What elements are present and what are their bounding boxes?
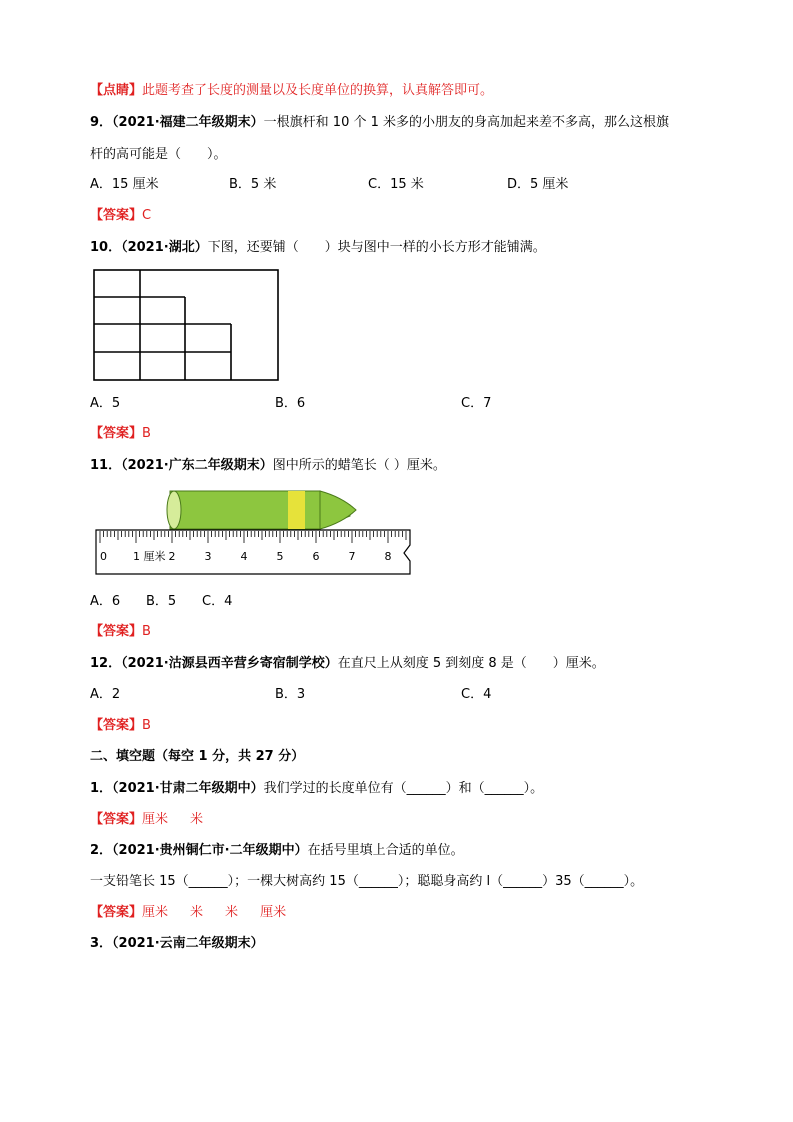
fill-question-3 [90,936,264,952]
q9-answer [90,208,151,224]
question-source: （2021·沽源县西辛营乡寄宿制学校） [121,656,338,671]
question-number: 2． [90,843,113,858]
dianjing-label: 【点睛】 [90,83,143,98]
q9-option-c: C．15 米 [368,177,424,192]
question-source: （2021·广东二年级期末） [121,458,273,473]
ruler-label: 2 [168,550,176,563]
crayon-ruler-figure [92,485,417,580]
q12-option-b: B．3 [275,687,306,702]
answer-label: 【答案】 [90,905,143,920]
crayon-tip [320,491,356,529]
question-source: （2021·湖北） [121,240,208,255]
fill-question-1 [90,781,543,797]
question-text: 下图，还要铺（ ）块与图中一样的小长方形才能铺满。 [207,240,546,255]
question-source: （2021·贵州铜仁市·二年级期中） [112,843,308,858]
question-number: 3． [90,936,113,951]
crayon-band [288,491,305,529]
q12-option-a: A．2 [90,687,121,702]
ruler-label: 4 [240,550,248,563]
question-number: 12． [90,656,122,671]
crayon [167,491,356,529]
section-2-title: 二、填空题（每空 1 分，共 27 分） [90,749,305,764]
ruler-label: 3 [204,550,212,563]
question-9 [90,115,669,131]
answer-value: 米 [190,812,204,827]
question-12 [90,656,605,672]
f1-answer [90,812,203,828]
q10-option-a: A．5 [90,396,121,411]
q10-answer [90,426,151,442]
question-source: （2021·甘肃二年级期中） [112,781,264,796]
q9-option-b: B．5 米 [229,177,277,192]
answer-value: 米 [225,905,239,920]
fill-question-2 [90,843,464,859]
ruler-label: 7 [348,550,356,563]
answer-value: B [142,426,151,441]
dianjing-text: 此题考查了长度的测量以及长度单位的换算，认真解答即可。 [142,83,494,98]
q12-option-c: C．4 [461,687,492,702]
question-10 [90,240,546,256]
question-text: 在直尺上从刻度 5 到刻度 8 是（ ）厘米。 [337,656,605,671]
ruler-label: 8 [384,550,392,563]
answer-value: B [142,718,151,733]
dianjing-note [90,83,493,99]
question-number: 11． [90,458,122,473]
ruler-label: 5 [276,550,284,563]
ruler-label: 0 [100,550,107,563]
answer-value: B [142,624,151,639]
ruler [96,530,410,574]
q11-option-c: C．4 [202,594,233,609]
rectangle-tiling-figure [92,268,282,383]
answer-value: 米 [190,905,204,920]
fill-question-2-line2: 一支铅笔长 15（______）；一棵大树高约 15（______）；聪聪身高约 l（______）35（______）。 [90,874,644,889]
ruler-label: 1 厘米 [133,550,166,563]
q10-option-b: B．6 [275,396,306,411]
question-11 [90,458,446,474]
question-text: 图中所示的蜡笔长（ ）厘米。 [272,458,446,473]
q10-option-c: C．7 [461,396,492,411]
q9-option-a: A．15 厘米 [90,177,159,192]
answer-value: 厘米 [260,905,287,920]
q12-answer [90,718,151,734]
ruler-label: 6 [312,550,320,563]
q11-option-b: B．5 [146,594,177,609]
crayon-end [167,491,181,529]
question-9-line2: 杆的高可能是（ ）。 [90,147,227,162]
question-source: （2021·福建二年级期末） [112,115,264,130]
question-number: 9． [90,115,113,130]
answer-label: 【答案】 [90,624,143,639]
f2-answer [90,905,286,921]
answer-value: 厘米 [142,905,169,920]
question-text: 一根旗杆和 10 个 1 米多的小朋友的身高加起来差不多高，那么这根旗 [263,115,670,130]
question-text: 我们学过的长度单位有（______）和（______）。 [263,781,544,796]
answer-value: 厘米 [142,812,169,827]
question-number: 1． [90,781,113,796]
answer-label: 【答案】 [90,426,143,441]
question-source: （2021·云南二年级期末） [112,936,264,951]
answer-label: 【答案】 [90,812,143,827]
q9-option-d: D．5 厘米 [507,177,569,192]
q11-option-a: A．6 [90,594,121,609]
question-text: 在括号里填上合适的单位。 [307,843,464,858]
outer-rectangle [94,270,278,380]
answer-label: 【答案】 [90,208,143,223]
question-number: 10． [90,240,122,255]
answer-label: 【答案】 [90,718,143,733]
q11-answer [90,624,151,640]
answer-value: C [142,208,152,223]
